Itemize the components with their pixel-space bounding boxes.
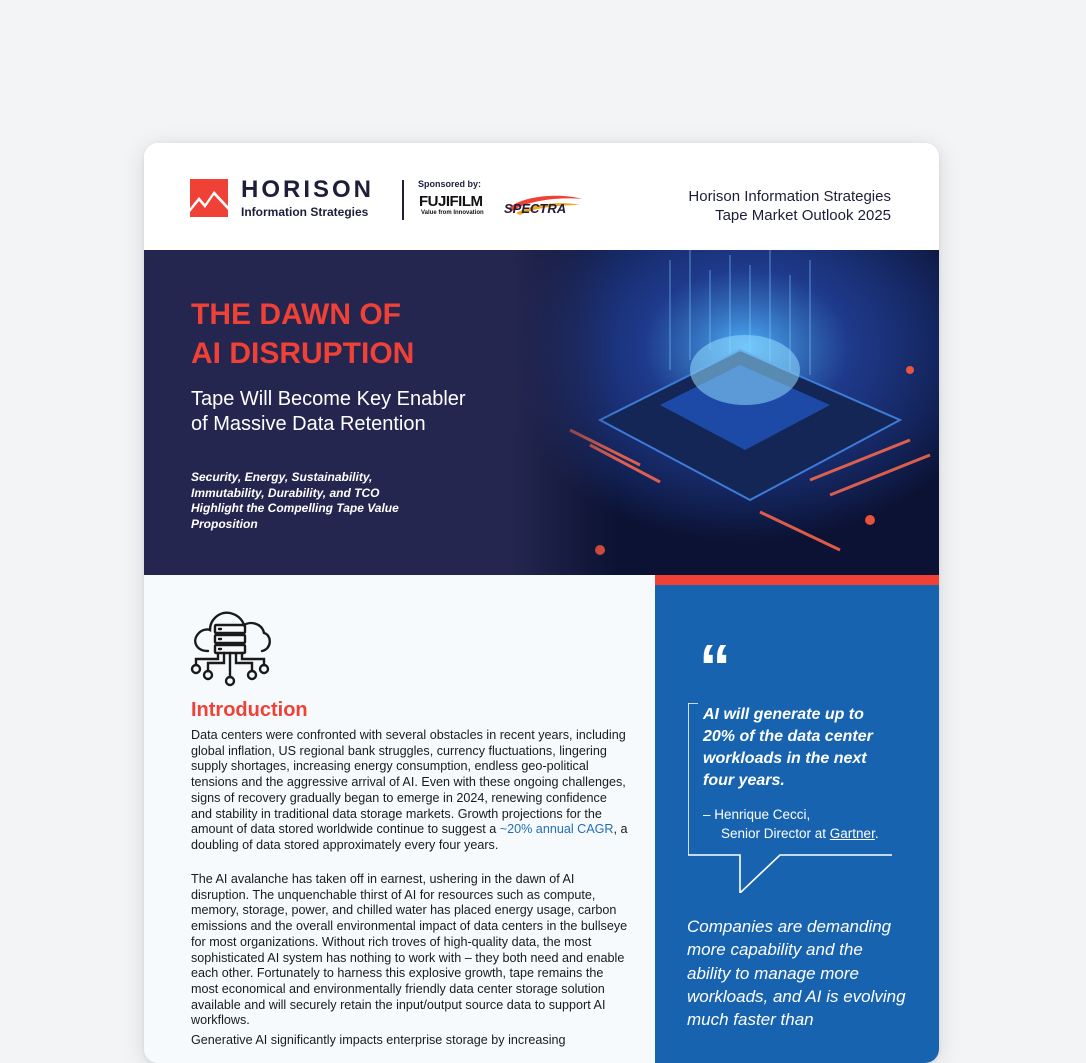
sidebar-accent-bar [655, 575, 939, 585]
hero-tagline: Security, Energy, Sustainability, Immutability, Durability, and TCO Highlight the Compelling Tape Value Proposition [191, 470, 399, 531]
spectra-logo-icon [502, 193, 586, 219]
document-header [144, 143, 939, 250]
gartner-link[interactable]: Gartner [829, 826, 875, 841]
hero-subtitle: Tape Will Become Key Enabler of Massive Data Retention [191, 388, 466, 435]
fujifilm-logo: FUJIFILM [419, 193, 483, 210]
quote-attribution [703, 805, 903, 843]
intro-p1-end: , a doubling of data stored approximately every four years. [191, 822, 628, 852]
attribution-title-line [703, 824, 903, 843]
cagr-highlight: ~20% annual CAGR [499, 822, 614, 837]
intro-paragraph-3: Generative AI significantly impacts enterprise storage by increasing [191, 1033, 566, 1047]
sidebar [655, 575, 939, 1063]
horison-logo-icon [190, 179, 228, 217]
sidebar-quote: AI will generate up to 20% of the data center workloads in the next four years. [703, 706, 873, 789]
intro-heading: Introduction [191, 699, 308, 721]
cloud-server-icon [188, 605, 274, 689]
quote-mark-icon: “ [699, 631, 731, 703]
main-content [144, 575, 655, 1063]
report-title [688, 187, 891, 225]
hero-title [191, 295, 414, 373]
ai-chip-illustration [510, 250, 939, 575]
hero-banner [144, 250, 939, 575]
intro-paragraph-2: The AI avalanche has taken off in earnest, ushering in the dawn of AI disruption. The unquenchable thirst of AI for resources such as compute, memory, storage, power, and chilled water has placed energy usage, carbon emissions and the overall environmental impact of data centers in the bullseye for most organizations. Without rich troves of high-quality data, the most sophisticated AI system has nothing to work with – they both need and enable each other. Fortunately to harness this explosive growth, tape remains the most economical and environmentally friendly data center storage solution available and will securely retain the input/output source data to support AI workflows. [191, 872, 628, 1028]
hero-title-line2: AI DISRUPTION [191, 337, 415, 370]
hero-title-line1: THE DAWN OF [191, 298, 401, 331]
intro-p1-text: Data centers were confronted with several obstacles in recent years, including global inflation, US regional bank struggles, currency fluctuations, lingering supply shortages, increasing energy consumption, endless geo-political tensions and the aggressive arrival of AI. Even with these ongoing challenges, signs of recovery gradually began to emerge in 2024, renewing confidence and stability in traditional data storage markets. Growth projections for the amount of data stored worldwide continue to suggest a [191, 728, 626, 837]
attribution-period: . [874, 826, 879, 841]
header-divider [402, 180, 404, 220]
brand-subtitle: Information Strategies [241, 205, 369, 219]
intro-paragraph-1 [191, 728, 631, 854]
report-title-line1: Horison Information Strategies [688, 188, 891, 205]
document-card [144, 143, 939, 1063]
fujifilm-tagline: Value from Innovation [421, 210, 484, 216]
brand-name: HORISON [241, 176, 375, 203]
attribution-name: – Henrique Cecci, [703, 807, 811, 822]
attribution-title: Senior Director at [721, 826, 830, 841]
report-title-line2: Tape Market Outlook 2025 [715, 207, 891, 224]
sponsored-by-label: Sponsored by: [418, 179, 482, 189]
sidebar-callout: Companies are demanding more capability and the ability to manage more workloads, and AI is evolving much faster than [687, 917, 906, 1030]
spectra-logo-text: SPECTRA [504, 201, 567, 216]
